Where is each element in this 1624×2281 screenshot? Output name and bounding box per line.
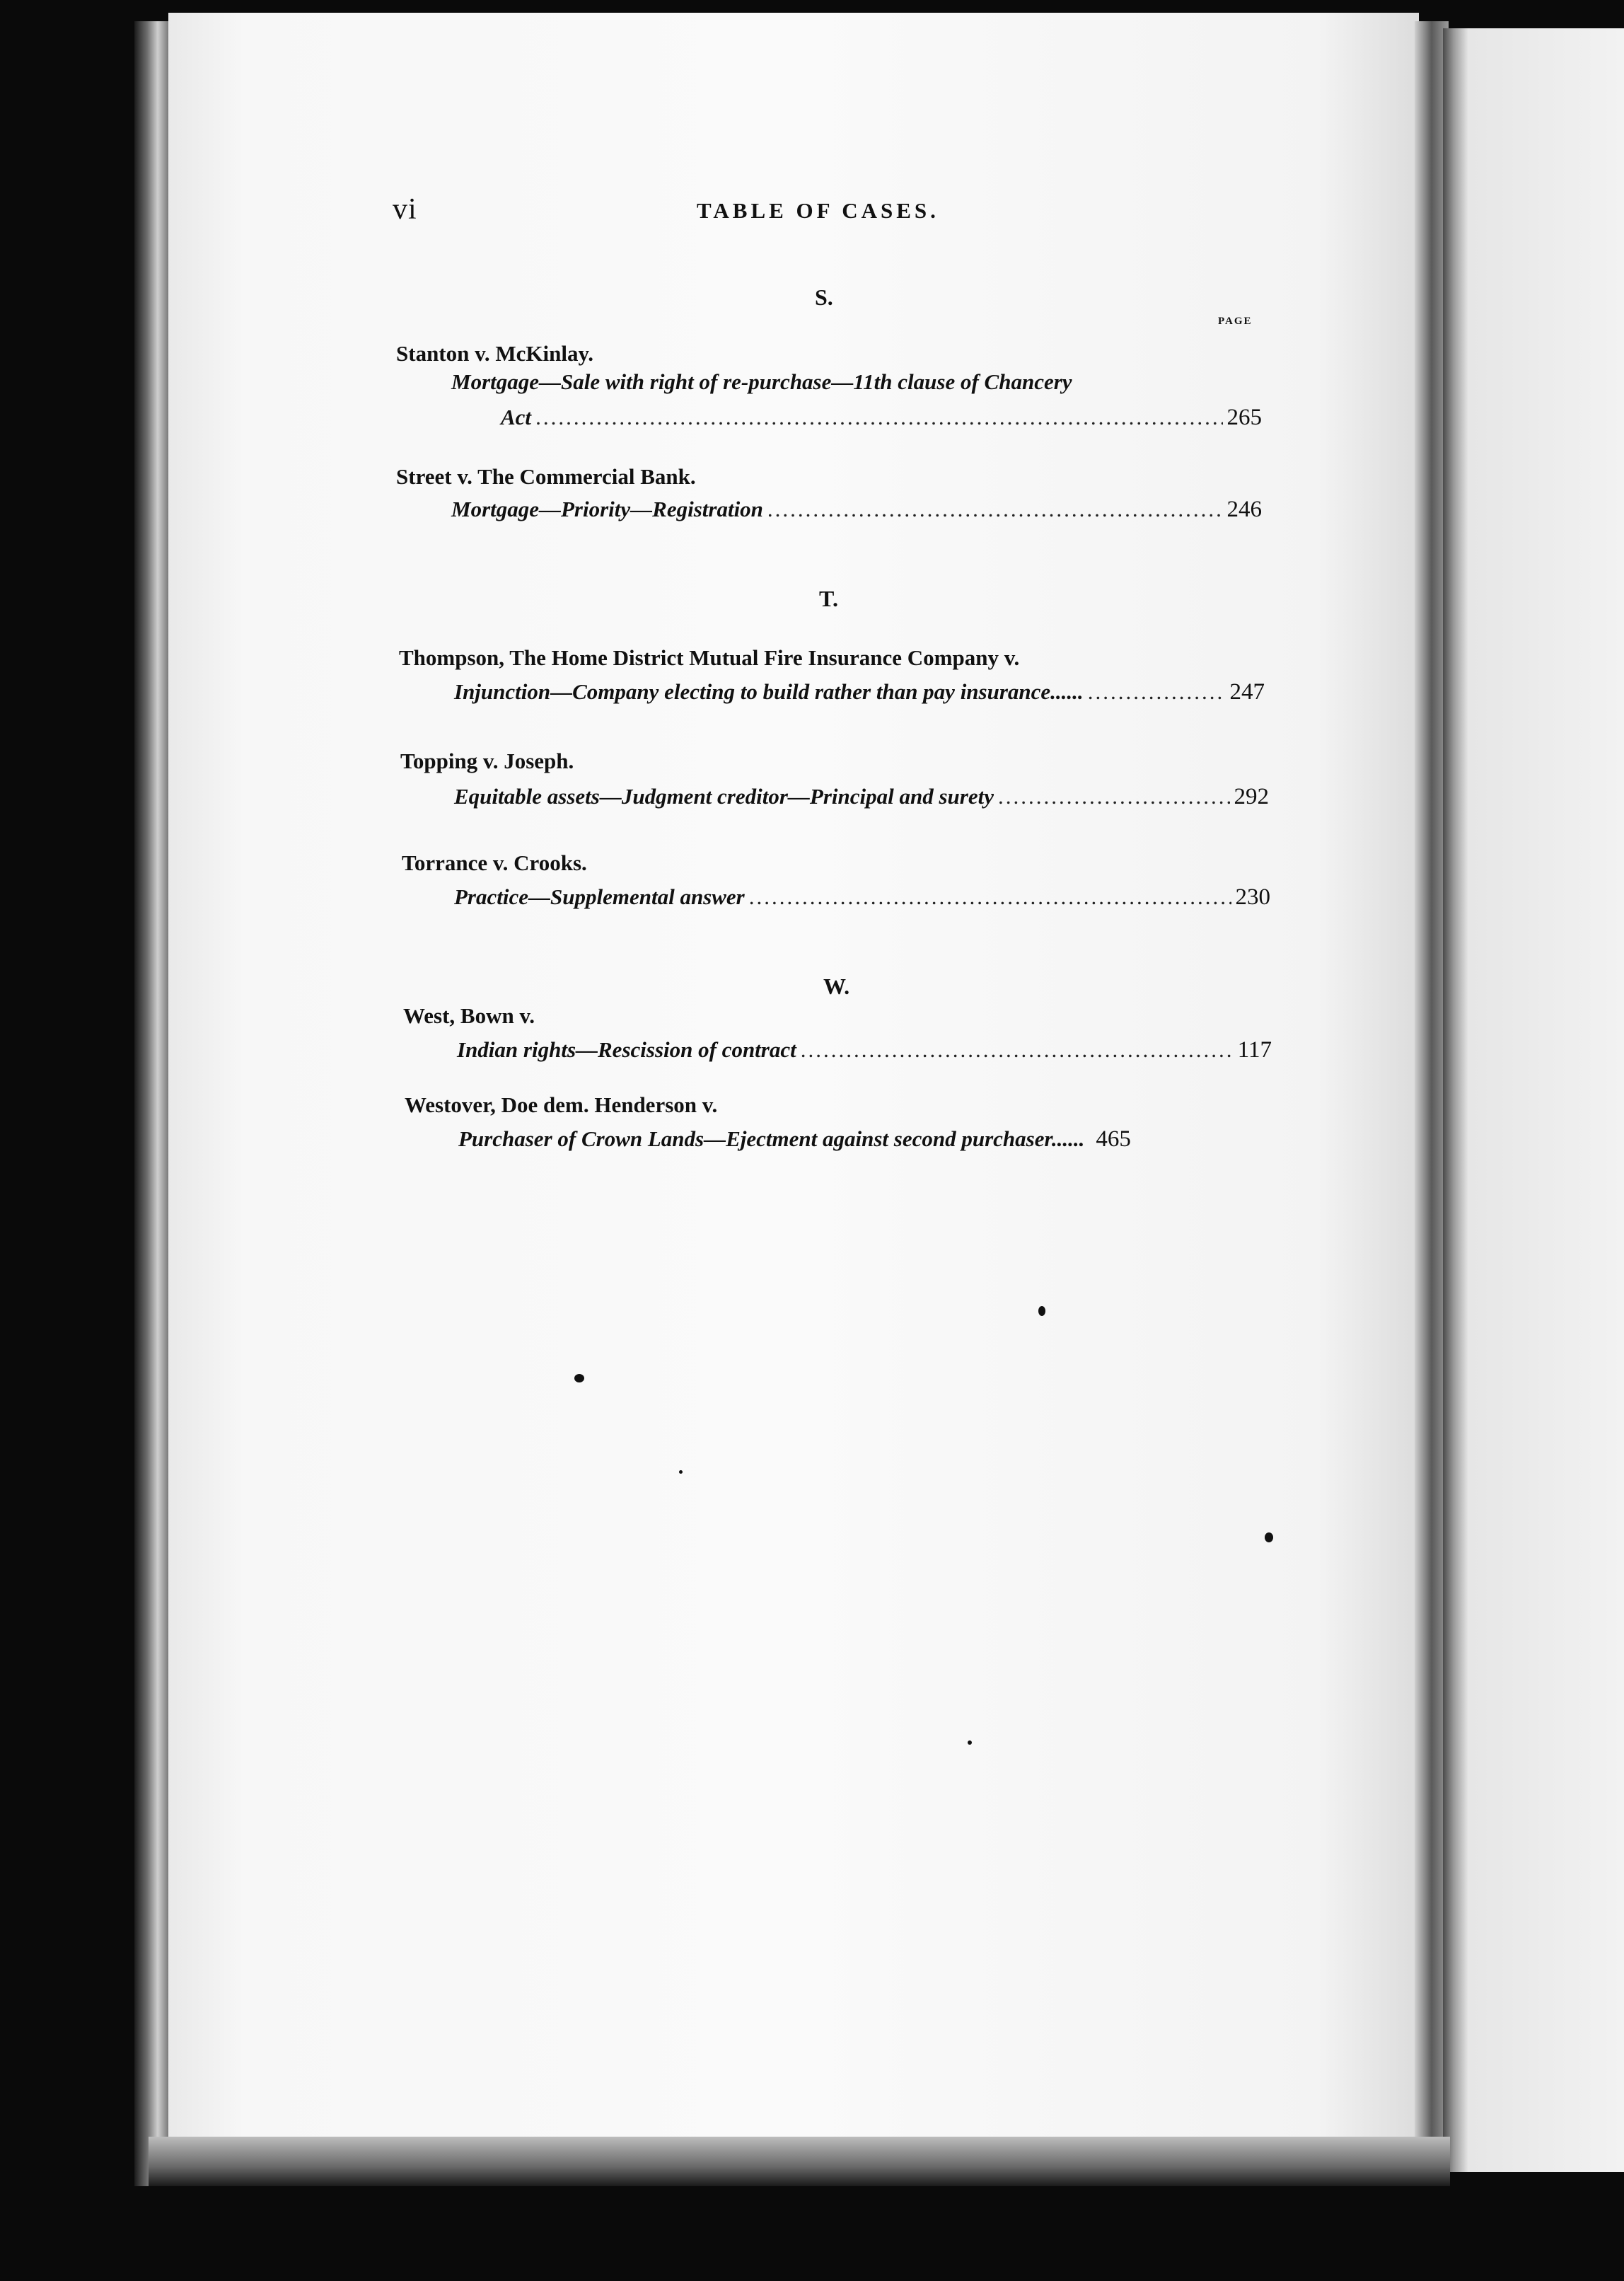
case-page-number: 465 [1096,1126,1131,1152]
scan-speck [1265,1532,1273,1542]
dot-leader [801,1037,1234,1063]
case-headnote [501,405,1262,431]
case-page-number: 292 [1234,784,1269,809]
case-page-number: 247 [1229,679,1265,705]
case-title: Topping v. Joseph. [400,749,574,773]
scan-speck [1038,1306,1045,1316]
dot-leader [749,884,1231,910]
case-title: Torrance v. Crooks. [402,850,587,875]
page-header [393,192,1270,235]
case-headnote-text: Injunction—Company electing to build rather than pay insurance...... [454,679,1084,704]
scan-speck [679,1470,683,1474]
case-headnote-text: Equitable assets—Judgment creditor—Principal and surety [454,784,994,809]
facing-page-edge [1443,28,1624,2172]
case-page-number: 265 [1226,405,1262,430]
case-headnote-text: Act [501,405,532,429]
case-page-number: 246 [1226,497,1262,522]
case-headnote-text: Purchaser of Crown Lands—Ejectment against second purchaser...... [458,1126,1085,1151]
book-page [168,13,1419,2171]
dot-leader [1088,679,1226,705]
dot-leader [998,784,1230,809]
case-headnote-text: Practice—Supplemental answer [454,884,745,909]
running-title: TABLE OF CASES. [697,198,939,223]
scan-speck [968,1740,972,1745]
scan-speck [574,1374,584,1382]
case-headnote [458,1126,1272,1153]
case-headnote-text: Mortgage—Priority—Registration [451,497,763,521]
page-column-label: PAGE [1218,316,1253,327]
case-headnote [454,884,1270,911]
dot-leader [767,497,1223,522]
case-headnote-text: Mortgage—Sale with right of re-purchase—11th clause of Chancery [451,369,1072,394]
case-headnote-text: Indian rights—Rescission of contract [457,1037,796,1062]
page-bottom-edge [149,2137,1450,2186]
case-title: Westover, Doe dem. Henderson v. [405,1092,718,1117]
case-page-number: 230 [1235,884,1270,910]
case-headnote [454,784,1269,810]
section-letter-t: T. [819,586,838,611]
case-headnote [457,1037,1272,1063]
section-letter-w: W. [823,974,850,999]
case-headnote [451,497,1262,523]
case-title: Thompson, The Home District Mutual Fire Insurance Company v. [399,645,1020,670]
case-headnote [451,369,1210,395]
case-title: West, Bown v. [403,1003,535,1028]
dot-leader [535,405,1222,430]
case-page-number: 117 [1237,1037,1272,1063]
case-title: Street v. The Commercial Bank. [396,464,696,489]
section-letter-s: S. [815,284,833,310]
case-headnote [454,679,1265,705]
page-folio: vi [393,193,417,226]
case-title: Stanton v. McKinlay. [396,341,594,366]
